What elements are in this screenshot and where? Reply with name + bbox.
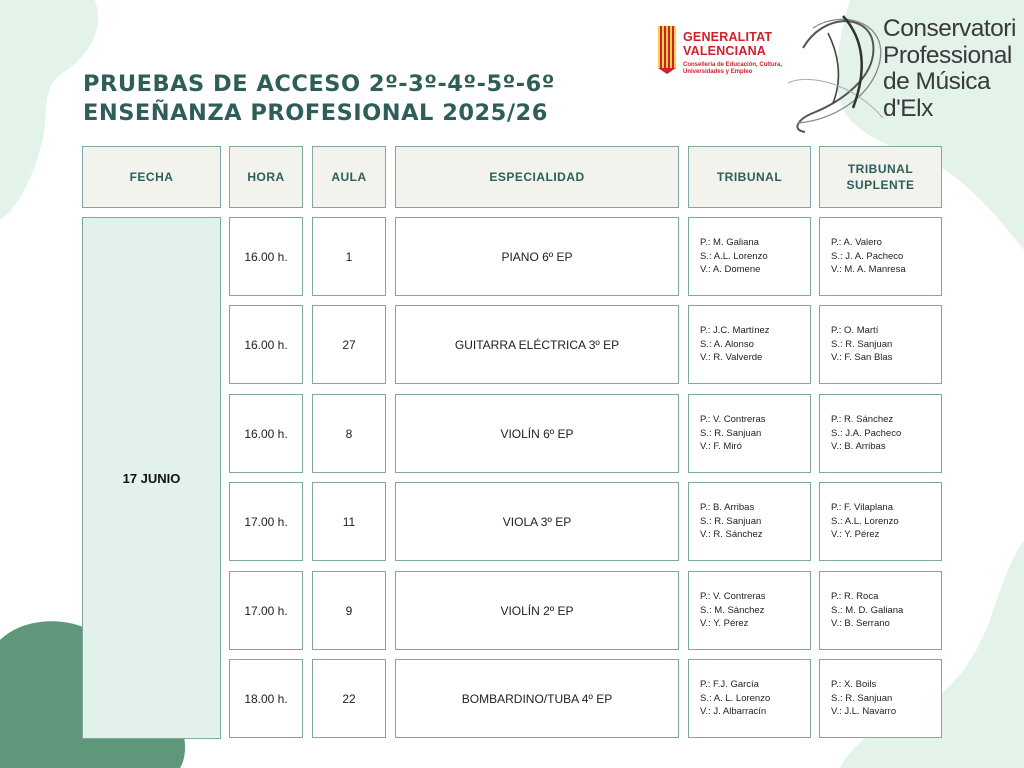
member-line: S.: R. Sanjuan (700, 515, 762, 527)
member-line: P.: R. Sánchez (831, 414, 894, 426)
conservatori-line3: de Música (883, 68, 991, 95)
suplente-cell (819, 571, 942, 650)
especialidad-cell: VIOLÍN 2º EP (395, 571, 679, 650)
member-line: P.: X. Boils (831, 679, 877, 691)
member-line: P.: O. Martí (831, 325, 879, 337)
member-line: S.: M. Sánchez (700, 604, 765, 616)
page-title (83, 70, 555, 128)
header-suplente-line1: TRIBUNAL (847, 162, 914, 176)
member-line: P.: F. Vilaplana (831, 502, 893, 514)
member-line: V.: B. Serrano (831, 618, 890, 630)
hora-cell: 16.00 h. (229, 394, 303, 473)
tribunal-members (700, 413, 765, 454)
conservatori-line1: Conservatori (883, 15, 1016, 42)
member-line: S.: A.L. Lorenzo (831, 515, 899, 527)
suplente-cell (819, 659, 942, 738)
header-suplente-line2: SUPLENTE (846, 178, 915, 192)
hora-cell: 18.00 h. (229, 659, 303, 738)
tribunal-members (700, 590, 765, 631)
tribunal-members (700, 324, 770, 365)
tribunal-cell (688, 305, 811, 384)
aula-cell: 27 (312, 305, 386, 384)
member-line: S.: R. Sanjuan (831, 338, 893, 350)
tribunal-cell (688, 571, 811, 650)
member-line: V.: J.L. Navarro (831, 706, 897, 718)
member-line: P.: J.C. Martínez (700, 325, 770, 337)
gv-conselleria: Conselleria de Educación, Cultura, Universidades y Empleo (683, 62, 783, 75)
tribunal-cell (688, 394, 811, 473)
member-line: P.: A. Valero (831, 237, 882, 249)
hora-cell: 16.00 h. (229, 305, 303, 384)
tribunal-members (700, 678, 770, 719)
tribunal-cell (688, 482, 811, 561)
generalitat-logo (657, 22, 792, 82)
hora-cell: 16.00 h. (229, 217, 303, 296)
header-hora: HORA (229, 146, 303, 208)
conservatori-logo (783, 8, 1024, 133)
suplente-members (831, 590, 903, 631)
aula-cell: 22 (312, 659, 386, 738)
suplente-cell (819, 482, 942, 561)
member-line: V.: Y. Pérez (831, 529, 880, 541)
member-line: S.: R. Sanjuan (831, 692, 893, 704)
especialidad-cell: VIOLÍN 6º EP (395, 394, 679, 473)
suplente-members (831, 236, 906, 277)
member-line: S.: J. A. Pacheco (831, 250, 904, 262)
date-cell: 17 JUNIO (82, 217, 221, 739)
aula-cell: 9 (312, 571, 386, 650)
member-line: P.: F.J. García (700, 679, 759, 691)
especialidad-cell: PIANO 6º EP (395, 217, 679, 296)
member-line: V.: R. Valverde (700, 352, 763, 364)
tribunal-cell (688, 659, 811, 738)
music-swirl-icon (783, 8, 893, 133)
header-tribunal: TRIBUNAL (688, 146, 811, 208)
member-line: V.: A. Domene (700, 264, 761, 276)
member-line: S.: A.L. Lorenzo (700, 250, 768, 262)
member-line: S.: J.A. Pacheco (831, 427, 902, 439)
member-line: S.: R. Sanjuan (700, 427, 762, 439)
member-line: V.: F. Miró (700, 441, 742, 453)
gv-name-line2: VALENCIANA (683, 44, 767, 58)
header-tribunal-suplente (819, 146, 942, 208)
suplente-cell (819, 394, 942, 473)
especialidad-cell: BOMBARDINO/TUBA 4º EP (395, 659, 679, 738)
member-line: S.: A. Alonso (700, 338, 754, 350)
member-line: V.: M. A. Manresa (831, 264, 906, 276)
aula-cell: 11 (312, 482, 386, 561)
header-aula: AULA (312, 146, 386, 208)
suplente-members (831, 501, 899, 542)
member-line: P.: V. Contreras (700, 591, 766, 603)
tribunal-members (700, 236, 768, 277)
tribunal-cell (688, 217, 811, 296)
aula-cell: 8 (312, 394, 386, 473)
gv-name-line1: GENERALITAT (683, 30, 773, 44)
conservatori-line4: d'Elx (883, 94, 933, 122)
hora-cell: 17.00 h. (229, 482, 303, 561)
member-line: V.: J. Albarracín (700, 706, 767, 718)
suplente-cell (819, 305, 942, 384)
suplente-members (831, 324, 892, 365)
conservatori-line2: Professional (883, 41, 1012, 69)
suplente-members (831, 678, 896, 719)
member-line: P.: B. Arribas (700, 502, 755, 514)
hora-cell: 17.00 h. (229, 571, 303, 650)
especialidad-cell: GUITARRA ELÉCTRICA 3º EP (395, 305, 679, 384)
member-line: P.: V. Contreras (700, 414, 766, 426)
header-especialidad: ESPECIALIDAD (395, 146, 679, 208)
title-line1: PRUEBAS DE ACCESO 2º-3º-4º-5º-6º (83, 71, 555, 97)
header-fecha: FECHA (82, 146, 221, 208)
generalitat-emblem-icon (657, 22, 679, 74)
member-line: V.: F. San Blas (831, 352, 893, 364)
suplente-cell (819, 217, 942, 296)
aula-cell: 1 (312, 217, 386, 296)
member-line: V.: R. Sánchez (700, 529, 763, 541)
member-line: S.: M. D. Galiana (831, 604, 904, 616)
member-line: V.: Y. Pérez (700, 618, 749, 630)
suplente-members (831, 413, 901, 454)
member-line: V.: B. Arribas (831, 441, 886, 453)
title-line2: ENSEÑANZA PROFESIONAL 2025/26 (83, 100, 548, 126)
tribunal-members (700, 501, 763, 542)
member-line: S.: A. L. Lorenzo (700, 692, 771, 704)
member-line: P.: R. Roca (831, 591, 879, 603)
especialidad-cell: VIOLA 3º EP (395, 482, 679, 561)
member-line: P.: M. Galiana (700, 237, 759, 249)
